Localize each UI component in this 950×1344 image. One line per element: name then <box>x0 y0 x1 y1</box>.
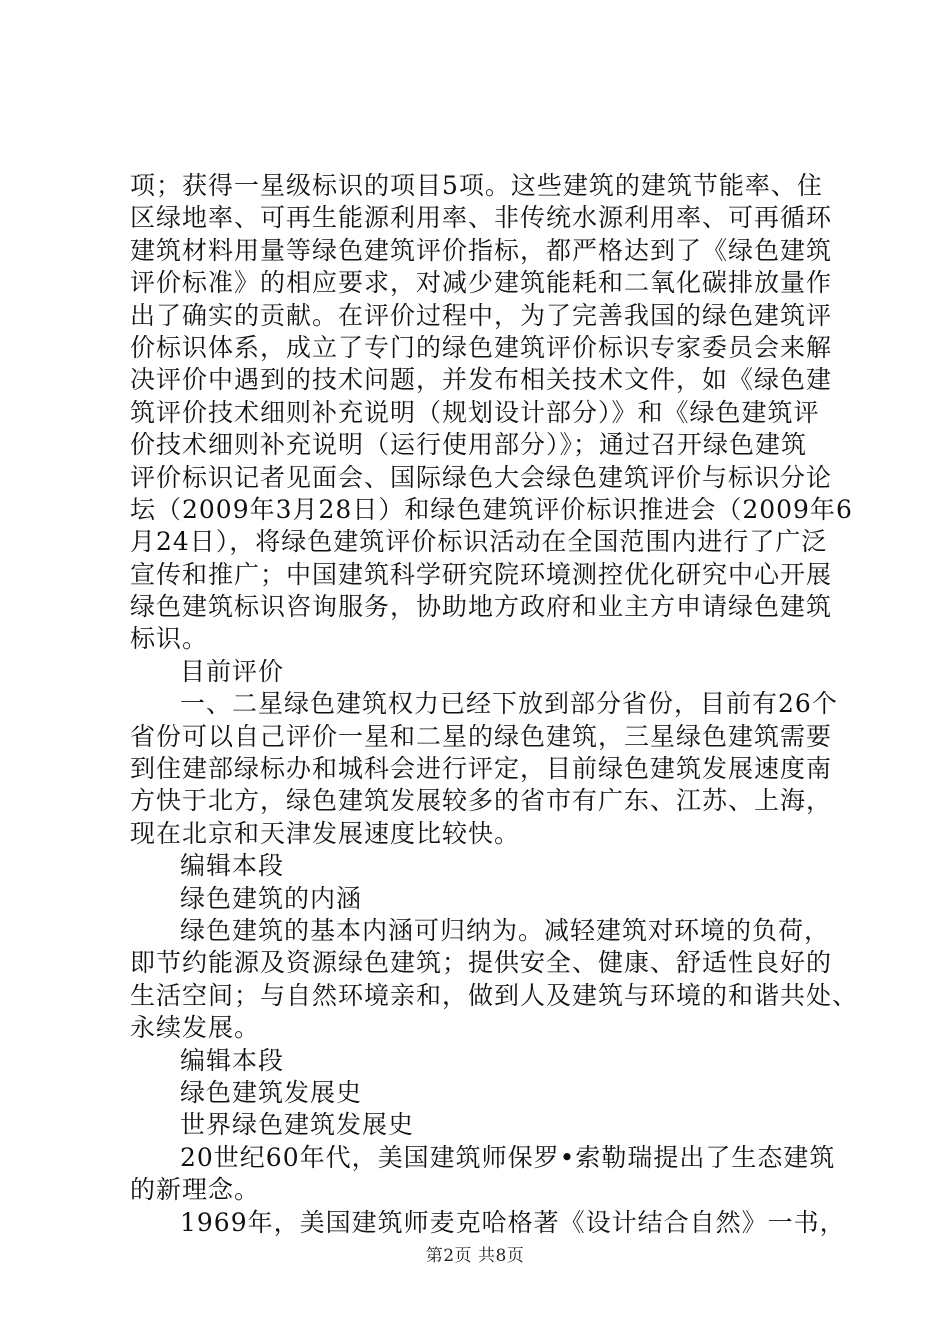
text-line: 宣传和推广；中国建筑科学研究院环境测控优化研究中心开展 <box>130 559 833 589</box>
text-line: 价标识体系，成立了专门的绿色建筑评价标识专家委员会来解 <box>130 332 833 362</box>
text-line: 筑评价技术细则补充说明（规划设计部分）》和《绿色建筑评 <box>130 397 820 427</box>
text-line: 项；获得一星级标识的项目5项。这些建筑的建筑节能率、住 <box>130 171 823 200</box>
text-line: 一、二星绿色建筑权力已经下放到部分省份，目前有26个 <box>180 689 838 719</box>
text-line: 省份可以自己评价一星和二星的绿色建筑，三星绿色建筑需要 <box>130 721 833 751</box>
text-line: 1969年，美国建筑师麦克哈格著《设计结合自然》一书， <box>180 1207 846 1237</box>
text-line: 方快于北方，绿色建筑发展较多的省市有广东、江苏、上海， <box>130 786 833 816</box>
text-line: 的新理念。 <box>130 1175 261 1205</box>
text-line: 价技术细则补充说明（运行使用部分）》；通过召开绿色建筑 <box>130 430 808 460</box>
text-line: 永续发展。 <box>130 1013 261 1043</box>
text-line: 决评价中遇到的技术问题，并发布相关技术文件，如《绿色建 <box>130 365 833 395</box>
text-line: 出了确实的贡献。在评价过程中，为了完善我国的绿色建筑评 <box>130 300 833 330</box>
text-line: 即节约能源及资源绿色建筑；提供安全、健康、舒适性良好的 <box>130 948 833 978</box>
text-line: 生活空间；与自然环境亲和，做到人及建筑与环境的和谐共处、 <box>130 980 859 1010</box>
text-line: 绿色建筑标识咨询服务，协助地方政府和业主方申请绿色建筑 <box>130 592 833 622</box>
document-body <box>130 170 859 1239</box>
text-line: 世界绿色建筑发展史 <box>180 1110 415 1140</box>
text-line: 区绿地率、可再生能源利用率、非传统水源利用率、可再循环 <box>130 203 833 233</box>
text-line: 20世纪60年代，美国建筑师保罗•索勒瑞提出了生态建筑 <box>180 1142 836 1172</box>
text-line: 坛（2009年3月28日）和绿色建筑评价标识推进会（2009年6 <box>130 494 853 524</box>
text-line: 评价标准》的相应要求，对减少建筑能耗和二氧化碳排放量作 <box>130 268 833 298</box>
text-line: 绿色建筑的基本内涵可归纳为。减轻建筑对环境的负荷， <box>180 915 831 945</box>
text-line: 绿色建筑的内涵 <box>180 883 363 913</box>
text-line: 编辑本段 <box>180 1045 285 1075</box>
text-line: 到住建部绿标办和城科会进行评定，目前绿色建筑发展速度南 <box>130 754 833 784</box>
text-line: 绿色建筑发展史 <box>180 1077 363 1107</box>
text-line: 编辑本段 <box>180 851 285 881</box>
text-line: 建筑材料用量等绿色建筑评价指标，都严格达到了《绿色建筑 <box>130 235 833 265</box>
text-line: 目前评价 <box>180 656 285 686</box>
text-line: 标识。 <box>130 624 209 654</box>
text-line: 评价标识记者见面会、国际绿色大会绿色建筑评价与标识分论 <box>130 462 833 492</box>
page-footer <box>0 1241 950 1266</box>
text-line: 现在北京和天津发展速度比较快。 <box>130 818 521 848</box>
text-line: 月24日），将绿色建筑评价标识活动在全国范围内进行了广泛 <box>130 527 828 557</box>
page-number: 第2页 共8页 <box>425 1246 525 1266</box>
